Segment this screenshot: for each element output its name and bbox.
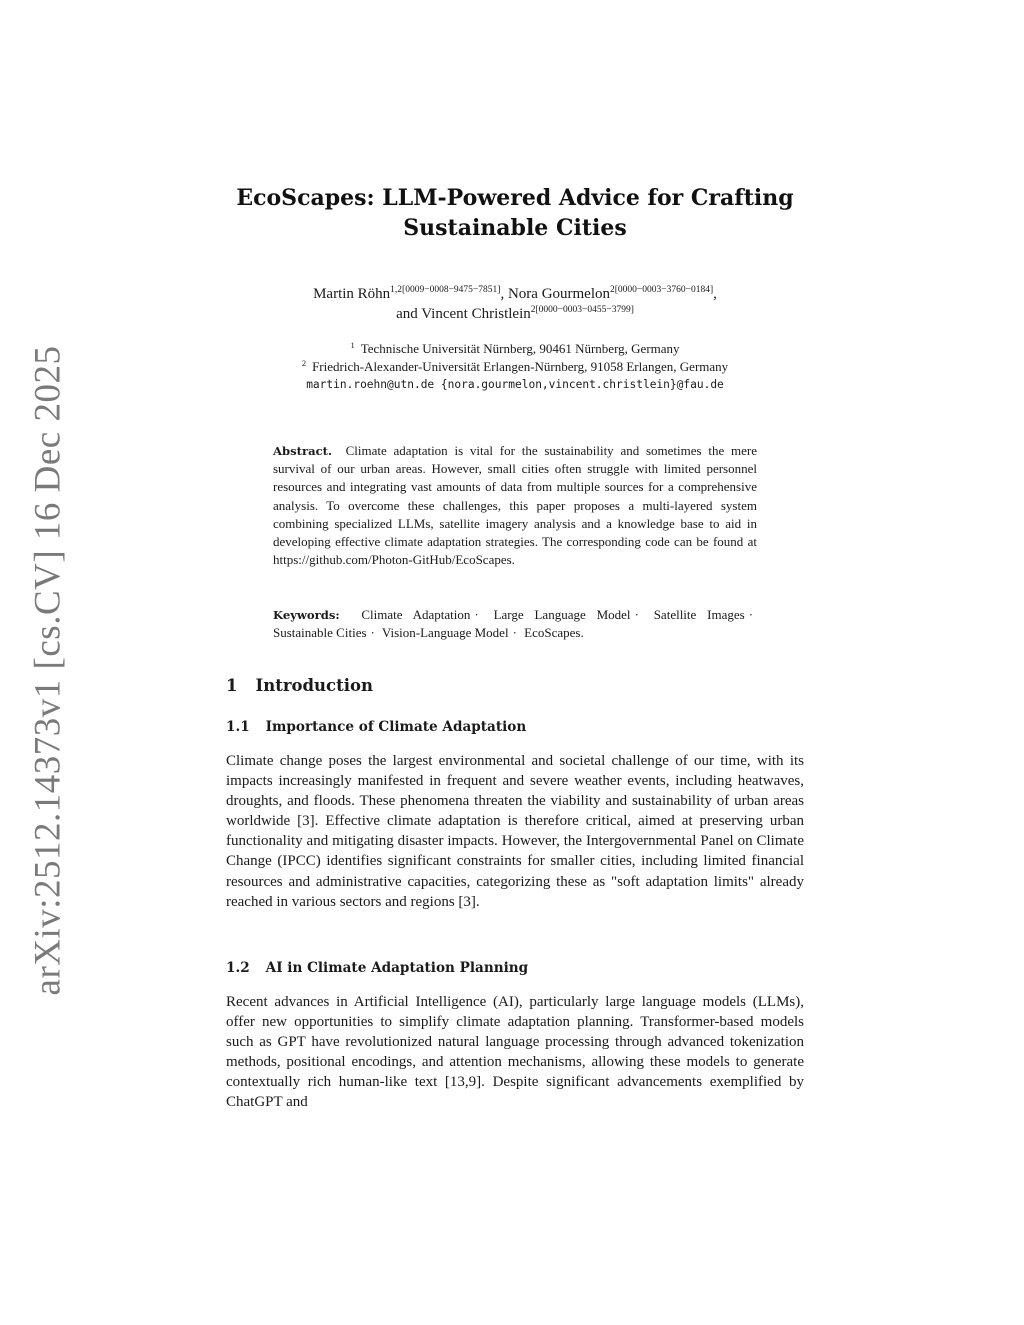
author-affiliation-orcid: 1,2[0009−0008−9475−7851]	[390, 285, 501, 295]
affiliation-text: Friedrich-Alexander-Universität Erlangen-Nürnberg, 91058 Erlangen, Germany	[312, 359, 729, 374]
affiliation-number: 1	[350, 340, 355, 350]
affiliation-line	[200, 358, 830, 376]
subsection-title: Importance of Climate Adaptation	[265, 719, 527, 735]
keyword: Vision-Language Model	[381, 625, 509, 641]
affiliation-number: 2	[301, 358, 307, 368]
author-name: Nora Gourmelon	[507, 286, 611, 302]
body-paragraph: Recent advances in Artificial Intelligence (AI), particularly large language models (LLMs), offer new opportunities to simplify climate adaptation planning. Transformer-based models such as GPT have revolutionized natural language processing through advanced tokenization methods, positional encodings, and attention mechanisms, allowing these models to generate contextually rich human-like text [13,9]. Despite significant advancements exemplified by ChatGPT and	[226, 994, 804, 1111]
section-number: 1	[226, 676, 238, 695]
author-affiliation-orcid: 2[0000−0003−3760−0184]	[610, 285, 714, 295]
keyword: Large Language Model	[493, 607, 631, 622]
abstract	[273, 442, 757, 569]
subsection-title: AI in Climate Adaptation Planning	[265, 960, 529, 976]
abstract-label: Abstract.	[273, 444, 333, 458]
affiliations	[200, 340, 830, 394]
arxiv-identifier-stamp	[18, 345, 78, 995]
body-paragraph: Climate change poses the largest environmental and societal challenge of our time, with its impacts increasingly manifested in frequent and severe weather events, including heatwaves, droughts, and floods. These phenomena threaten the viability and sustainability of urban areas worldwide [3]. Effective climate adaptation is therefore critical, aimed at preserving urban functionality and mitigating disaster impacts. However, the Intergovernmental Panel on Climate Change (IPCC) identifies significant constraints for smaller cities, including limited financial resources and administrative capacities, categorizing these as "soft adaptation limits" already reached in various sectors and regions [3].	[226, 753, 804, 910]
abstract-text: Climate adaptation is vital for the sustainability and sometimes the mere survival of our urban areas. However, small cities often struggle with limited personnel resources and integrating vast amounts of data from multiple sources for a comprehensive analysis. To overcome these challenges, this paper proposes a multi-layered system combining specialized LLMs, satellite imagery analysis and a knowledge base to aid in developing effective climate adaptation strategies. The corresponding code can be found at https://github.com/Photon-GitHub/EcoScapes.	[273, 443, 758, 568]
author-name: Martin Röhn	[313, 286, 391, 302]
section-title: Introduction	[255, 676, 373, 695]
keyword: Climate Adaptation	[361, 607, 471, 622]
arxiv-stamp-text: arXiv:2512.14373v1 [cs.CV] 16 Dec 2025	[27, 345, 69, 995]
author-affiliation-orcid: 2[0000−0003−0455−3799]	[530, 305, 634, 315]
keyword: Sustainable Cities	[273, 625, 367, 641]
author-list: Martin Röhn$^{1,2[0009-0008-9475-7851]}$, Nora Gourmelon$^{2[0000-0003-3760-0184]}$, and Vincent Christlein$^{2[0000-0003-0455-3799]}$	[313, 285, 717, 322]
author-emails: martin.roehn@utn.de {nora.gourmelon,vincent.christlein}@fau.de	[306, 378, 724, 391]
paper-title: EcoScapes: LLM-Powered Advice for Crafting Sustainable Cities	[236, 185, 794, 241]
author-name: Vincent Christlein	[421, 306, 531, 322]
keyword: EcoScapes.	[524, 625, 584, 641]
keywords-label: Keywords:	[273, 608, 340, 622]
section-heading-introduction	[226, 676, 373, 695]
affiliation-text: Technische Universität Nürnberg, 90461 Nürnberg, Germany	[360, 341, 680, 356]
subsection-number: 1.1	[226, 719, 250, 735]
subsection-number: 1.2	[226, 960, 250, 976]
subsection-heading-importance	[226, 719, 526, 735]
keyword: Satellite Images	[653, 607, 745, 622]
keywords: Keywords: Climate Adaptation · Large Language Model · Satellite Images · Sustainable Cities · Vision-Language Model · EcoScapes.	[273, 607, 754, 641]
subsection-heading-ai-planning	[226, 960, 528, 976]
affiliation-line	[200, 340, 830, 358]
